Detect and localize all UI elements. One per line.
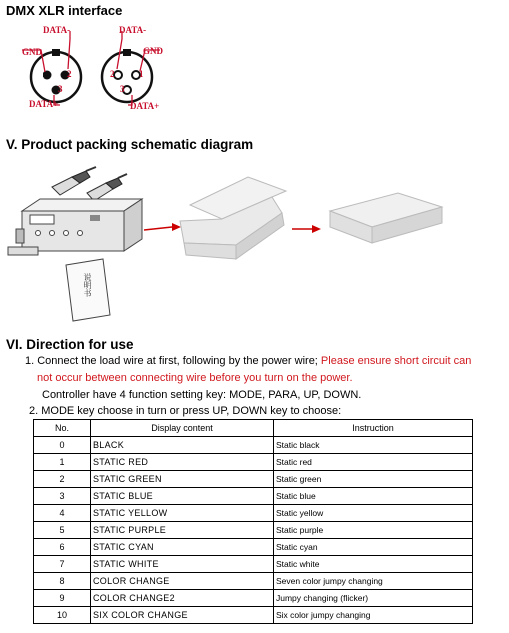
xlr-plug-icon xyxy=(87,174,127,201)
direction-item-2: 2. MODE key choose in turn or press UP, DOWN key to choose: xyxy=(29,405,342,417)
display-content-cell: SIX COLOR CHANGE xyxy=(91,607,274,624)
packing-diagram xyxy=(0,155,509,325)
display-content-cell: COLOR CHANGE2 xyxy=(91,590,274,607)
table-row xyxy=(34,488,473,505)
instruction-cell: Static red xyxy=(274,454,473,471)
mode-number-cell: 3 xyxy=(34,488,91,505)
direction-heading: VI. Direction for use xyxy=(6,337,134,352)
instruction-cell: Six color jumpy changing xyxy=(274,607,473,624)
header-instruction: Instruction xyxy=(274,420,473,437)
table-row xyxy=(34,539,473,556)
table-header-row xyxy=(34,420,473,437)
instruction-cell: Static white xyxy=(274,556,473,573)
mode-number-cell: 9 xyxy=(34,590,91,607)
arrow-right-icon xyxy=(292,225,321,233)
display-content-cell: STATIC PURPLE xyxy=(91,522,274,539)
table-row xyxy=(34,573,473,590)
display-content-cell: STATIC BLUE xyxy=(91,488,274,505)
display-content-cell: STATIC GREEN xyxy=(91,471,274,488)
key-notch-icon xyxy=(123,49,131,56)
item-1-text: 1. Connect the load wire at first, following by the power wire; xyxy=(25,355,321,367)
right-data-minus-label: DATA- xyxy=(119,25,147,35)
xlr-heading: DMX XLR interface xyxy=(6,3,123,18)
display-content-cell: STATIC RED xyxy=(91,454,274,471)
direction-item-1 xyxy=(25,355,471,367)
key-notch-icon xyxy=(52,49,60,56)
display-content-cell: STATIC WHITE xyxy=(91,556,274,573)
table-row xyxy=(34,522,473,539)
left-pin-1: 1 xyxy=(40,70,45,80)
display-content-cell: STATIC YELLOW xyxy=(91,505,274,522)
table-row xyxy=(34,556,473,573)
xlr-female-connector xyxy=(102,31,160,105)
mode-table-body xyxy=(34,437,473,624)
mode-number-cell: 8 xyxy=(34,573,91,590)
right-pin-1: 1 xyxy=(139,69,144,79)
left-pin-3: 3 xyxy=(58,84,63,94)
header-no: No. xyxy=(34,420,91,437)
packing-figure xyxy=(0,155,509,325)
mode-number-cell: 6 xyxy=(34,539,91,556)
mode-number-cell: 2 xyxy=(34,471,91,488)
left-data-plus-label: DATA+ xyxy=(29,99,59,109)
instruction-cell: Static purple xyxy=(274,522,473,539)
item-1-warning: Please ensure short circuit can xyxy=(320,355,472,367)
display-window-icon xyxy=(30,215,54,224)
instruction-cell: Static yellow xyxy=(274,505,473,522)
header-display-content: Display content xyxy=(91,420,274,437)
display-content-cell: BLACK xyxy=(91,437,274,454)
table-row xyxy=(34,590,473,607)
arrow-right-icon xyxy=(144,223,181,231)
mode-number-cell: 1 xyxy=(34,454,91,471)
instruction-cell: Static black xyxy=(274,437,473,454)
instruction-cell: Jumpy changing (flicker) xyxy=(274,590,473,607)
display-content-cell: STATIC CYAN xyxy=(91,539,274,556)
packing-heading: V. Product packing schematic diagram xyxy=(6,137,254,152)
xlr-male-connector xyxy=(22,31,81,105)
instruction-cell: Static blue xyxy=(274,488,473,505)
left-pin-2: 2 xyxy=(67,69,72,79)
closed-box xyxy=(330,193,442,243)
table-row xyxy=(34,454,473,471)
mode-number-cell: 10 xyxy=(34,607,91,624)
mode-number-cell: 4 xyxy=(34,505,91,522)
manual-label: 说明书 xyxy=(83,273,92,297)
xlr-diagram xyxy=(0,22,200,122)
instruction-cell: Static green xyxy=(274,471,473,488)
left-data-minus-label: DATA- xyxy=(43,25,71,35)
right-pin-3: 3 xyxy=(120,84,125,94)
right-gnd-label: GND xyxy=(143,46,163,56)
mode-number-cell: 5 xyxy=(34,522,91,539)
mode-number-cell: 7 xyxy=(34,556,91,573)
display-content-cell: COLOR CHANGE xyxy=(91,573,274,590)
left-gnd-label: GND xyxy=(22,47,42,57)
mode-number-cell: 0 xyxy=(34,437,91,454)
item-1-warning-continued: not occur between connecting wire before you turn on the power. xyxy=(37,372,353,384)
table-row xyxy=(34,437,473,454)
right-pin-2: 2 xyxy=(110,69,115,79)
socket-icon xyxy=(114,71,122,79)
table-row xyxy=(34,471,473,488)
mode-table xyxy=(33,419,473,624)
open-box xyxy=(180,177,286,259)
instruction-cell: Seven color jumpy changing xyxy=(274,573,473,590)
function-keys-line: Controller have 4 function setting key: MODE, PARA, UP, DOWN. xyxy=(42,389,362,401)
instruction-cell: Static cyan xyxy=(274,539,473,556)
table-row xyxy=(34,607,473,624)
right-data-plus-label: DATA+ xyxy=(130,101,160,111)
xlr-plug-icon xyxy=(52,167,96,195)
table-row xyxy=(34,505,473,522)
controller-device xyxy=(8,199,142,255)
